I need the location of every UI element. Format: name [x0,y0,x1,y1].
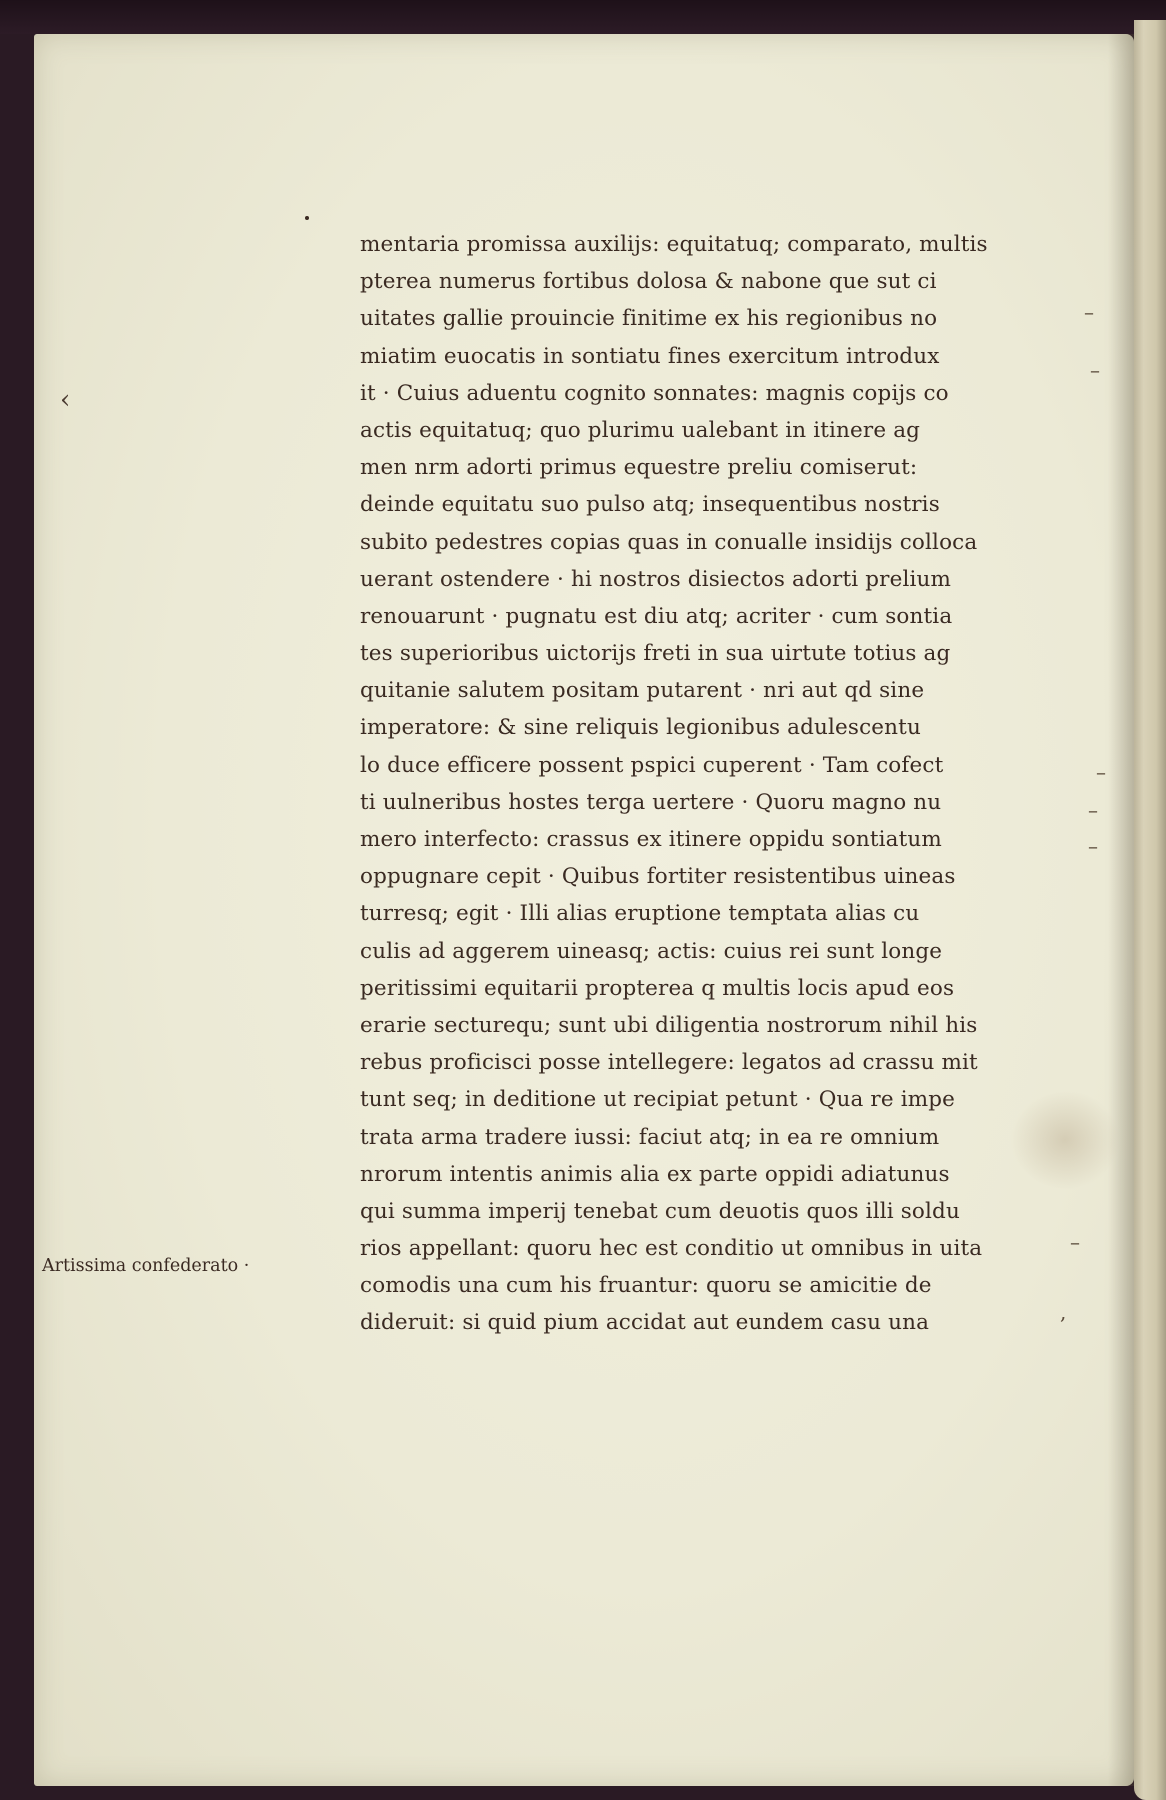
text-line: lo duce efficere possent pspici cuperent · Tam cofect [360,752,944,778]
marginal-tick: ‹ [60,385,71,415]
text-line: men nrm adorti primus equestre preliu comiserut: [360,455,918,481]
text-line: imperatore: & sine reliquis legionibus adulescentu [360,715,921,741]
text-line: mentaria promissa auxilijs: equitatuq; comparato, multis [360,232,988,257]
text-line: turresq; egit · Illi alias eruptione temptata alias cu [360,901,920,927]
text-line: quitanie salutem positam putarent · nri aut qd sine [360,678,925,704]
margin-mark: – [1084,300,1094,324]
text-line: deinde equitatu suo pulso atq; insequentibus nostris [360,492,940,518]
margin-mark: , [1060,1300,1067,1324]
text-line: it · Cuius aduentu cognito sonnates: magnis copijs co [360,380,949,406]
marginal-dot [305,216,309,220]
text-line: tunt seq; in deditione ut recipiat petunt · Qua re impe [360,1087,956,1113]
text-line: peritissimi equitarii propterea q multis locis apud eos [360,975,955,1001]
text-line: erarie secturequ; sunt ubi diligentia nostrorum nihil his [360,1012,978,1038]
main-text-block [360,226,1080,1342]
text-line: mero interfecto: crassus ex itinere oppidu sontiatum [360,827,942,852]
text-line: rebus proficisci posse intellegere: legatos ad crassu mit [360,1050,978,1076]
text-line: renouarunt · pugnatu est diu atq; acriter · cum sontia [360,603,953,629]
text-line: subito pedestres copias quas in conualle insidijs colloca [360,529,978,555]
text-line: tes superioribus uictorijs freti in sua uirtute totius ag [360,641,951,667]
text-line: actis equitatuq; quo plurimu ualebant in itinere ag [360,417,921,443]
margin-mark: – [1088,834,1098,858]
backdrop [0,0,1166,34]
text-line: dideruit: si quid pium accidat aut eundem casu una [360,1310,930,1336]
text-line: ti uulneribus hostes terga uertere · Quoru magno nu [360,789,942,815]
next-page-edge [1134,20,1166,1800]
text-line: culis ad aggerem uineasq; actis: cuius rei sunt longe [360,938,943,964]
text-line: trata arma tradere iussi: faciut atq; in ea re omnium [360,1124,940,1150]
margin-mark: – [1096,760,1106,784]
text-line: uitates gallie prouincie finitime ex his regionibus no [360,306,938,332]
text-line: qui summa imperij tenebat cum deuotis quos illi soldu [360,1198,960,1224]
text-line: uerant ostendere · hi nostros disiectos adorti prelium [360,566,952,592]
margin-mark: – [1070,1230,1080,1254]
text-line: comodis una cum his fruantur: quoru se amicitie de [360,1273,932,1299]
text-line: oppugnare cepit · Quibus fortiter resistentibus uineas [360,864,956,890]
text-line: nrorum intentis animis alia ex parte oppidi adiatunus [360,1161,950,1187]
margin-mark: – [1088,798,1098,822]
margin-mark: – [1090,358,1100,382]
text-line: pterea numerus fortibus dolosa & nabone que sut ci [360,269,937,295]
gutter-shadow [1108,34,1134,1786]
text-line: miatim euocatis in sontiatu fines exercitum introdux [360,343,940,369]
text-line: rios appellant: quoru hec est conditio ut omnibus in uita [360,1236,983,1262]
margin-note: Artissima confederato · [42,1256,250,1276]
